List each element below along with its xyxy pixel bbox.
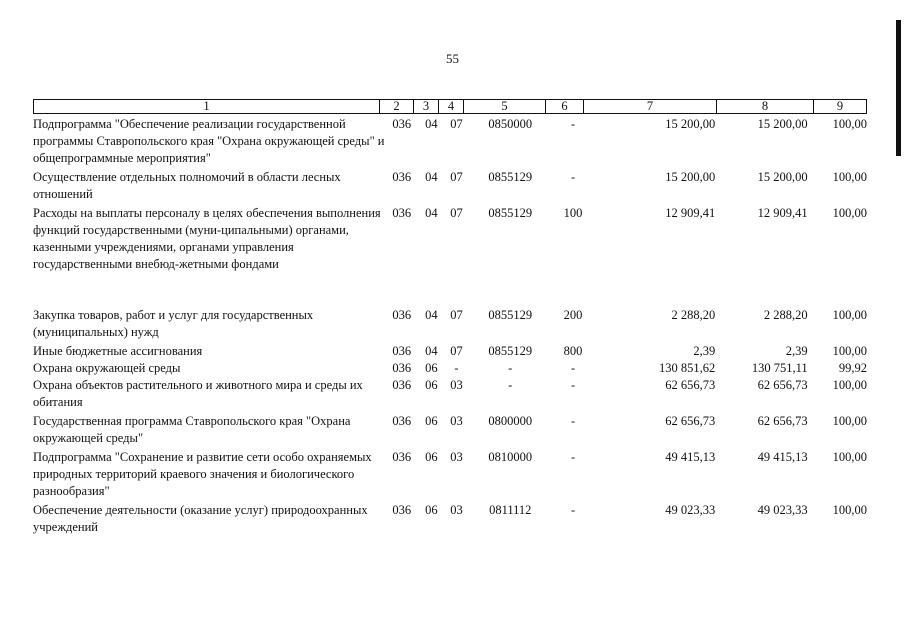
row-col-2: 036 [392,170,412,184]
row-col-9: 100,00 [832,170,867,184]
row-col-2: 036 [392,206,412,220]
row-col-5: 0855129 [488,344,533,358]
row-col-9: 100,00 [832,378,867,392]
row-col-5: 0855129 [488,206,533,220]
row-col-9: 100,00 [832,206,867,220]
row-col-9: 100,00 [832,450,867,464]
row-col-6: - [570,361,576,375]
row-col-3: 04 [425,206,438,220]
row-col-6: - [570,117,576,131]
row-name: Подпрограмма "Сохранение и развитие сети особо охраняемых природных территорий краевого значения и биологического разнообразия" [33,450,372,498]
row-col-9: 100,00 [832,414,867,428]
row-col-5: - [508,361,513,375]
row-col-9: 100,00 [832,344,867,358]
row-col-8: 2,39 [785,344,808,358]
row-col-9: 100,00 [832,308,867,322]
table-row [33,449,867,502]
table-row [33,413,867,449]
table-row [33,502,867,536]
header-col-7: 7 [583,99,717,114]
row-col-2: 036 [392,450,412,464]
row-col-8: 62 656,73 [757,414,808,428]
row-name: Подпрограмма "Обеспечение реализации государственной программы Ставропольского края "Охрана окружающей среды" и общепрограммные мероприятия" [33,117,385,165]
row-col-5: - [508,378,513,392]
row-col-7: 49 415,13 [665,450,716,464]
header-col-6: 6 [545,99,584,114]
row-col-8: 2 288,20 [763,308,808,322]
row-col-8: 12 909,41 [757,206,808,220]
row-col-7: 62 656,73 [665,378,716,392]
table-row [33,116,867,169]
row-col-6: 200 [563,308,583,322]
row-col-6: - [570,450,576,464]
table-row [33,360,867,377]
row-name: Охрана окружающей среды [33,361,181,375]
row-name: Расходы на выплаты персоналу в целях обеспечения выполнения функций государственными (муни-ципальными) органами, казенными учреждениями, органами управления государственными внебюд-жетными фондами [33,206,381,271]
header-col-2: 2 [379,99,414,114]
row-col-2: 036 [392,414,412,428]
row-col-7: 2 288,20 [671,308,716,322]
row-col-7: 62 656,73 [665,414,716,428]
row-col-3: 06 [425,378,438,392]
row-col-4: 03 [450,378,463,392]
row-name: Обеспечение деятельности (оказание услуг) природоохранных учреждений [33,503,368,534]
row-col-4: 07 [450,308,463,322]
row-name: Осуществление отдельных полномочий в области лесных отношений [33,170,341,201]
row-col-4: 03 [450,414,463,428]
table-row [33,169,867,205]
scan-edge-mark [896,20,901,156]
row-col-7: 15 200,00 [665,117,716,131]
row-col-6: - [570,414,576,428]
row-name: Иные бюджетные ассигнования [33,344,203,358]
row-col-2: 036 [392,378,412,392]
row-col-6: - [570,170,576,184]
header-col-1: 1 [33,99,380,114]
table-row [33,343,867,360]
row-col-5: 0811112 [489,503,532,517]
row-col-4: 03 [450,450,463,464]
row-col-2: 036 [392,308,412,322]
row-col-8: 62 656,73 [757,378,808,392]
header-col-9: 9 [813,99,867,114]
row-col-2: 036 [392,117,412,131]
header-col-8: 8 [716,99,814,114]
table-row [33,205,867,307]
row-col-9: 99,92 [838,361,867,375]
row-col-4: - [454,361,459,375]
row-col-4: 07 [450,344,463,358]
row-col-5: 0810000 [488,450,533,464]
table-row [33,377,867,413]
header-col-5: 5 [463,99,546,114]
row-col-7: 130 851,62 [658,361,716,375]
row-col-7: 49 023,33 [665,503,716,517]
row-col-8: 130 751,11 [751,361,808,375]
row-col-5: 0800000 [488,414,533,428]
row-col-6: 800 [563,344,583,358]
row-col-4: 07 [450,117,463,131]
row-col-3: 04 [425,344,438,358]
row-col-2: 036 [392,344,412,358]
row-col-3: 06 [425,450,438,464]
row-name: Государственная программа Ставропольского края "Охрана окружающей среды" [33,414,351,445]
row-col-8: 15 200,00 [757,117,808,131]
row-name: Охрана объектов растительного и животного мира и среды их обитания [33,378,363,409]
row-col-8: 49 415,13 [757,450,808,464]
row-col-4: 03 [450,503,463,517]
row-col-3: 06 [425,414,438,428]
table-header [33,99,867,114]
row-col-9: 100,00 [832,117,867,131]
table-row [33,307,867,343]
row-col-6: 100 [563,206,583,220]
row-col-4: 07 [450,170,463,184]
row-col-3: 06 [425,361,438,375]
row-col-7: 15 200,00 [665,170,716,184]
row-col-8: 49 023,33 [757,503,808,517]
row-col-6: - [570,503,576,517]
row-col-5: 0850000 [488,117,533,131]
row-col-3: 04 [425,170,438,184]
row-col-2: 036 [392,503,412,517]
row-col-3: 06 [425,503,438,517]
page-number: 55 [446,51,459,66]
budget-table [33,116,867,536]
row-col-3: 04 [425,308,438,322]
row-col-9: 100,00 [832,503,867,517]
row-col-2: 036 [392,361,412,375]
header-col-3: 3 [413,99,439,114]
row-col-5: 0855129 [488,170,533,184]
row-col-5: 0855129 [488,308,533,322]
row-name: Закупка товаров, работ и услуг для государственных (муниципальных) нужд [33,308,314,339]
row-col-6: - [570,378,576,392]
header-col-4: 4 [438,99,464,114]
row-col-8: 15 200,00 [757,170,808,184]
row-col-7: 12 909,41 [665,206,716,220]
row-col-3: 04 [425,117,438,131]
row-col-7: 2,39 [693,344,716,358]
row-col-4: 07 [450,206,463,220]
